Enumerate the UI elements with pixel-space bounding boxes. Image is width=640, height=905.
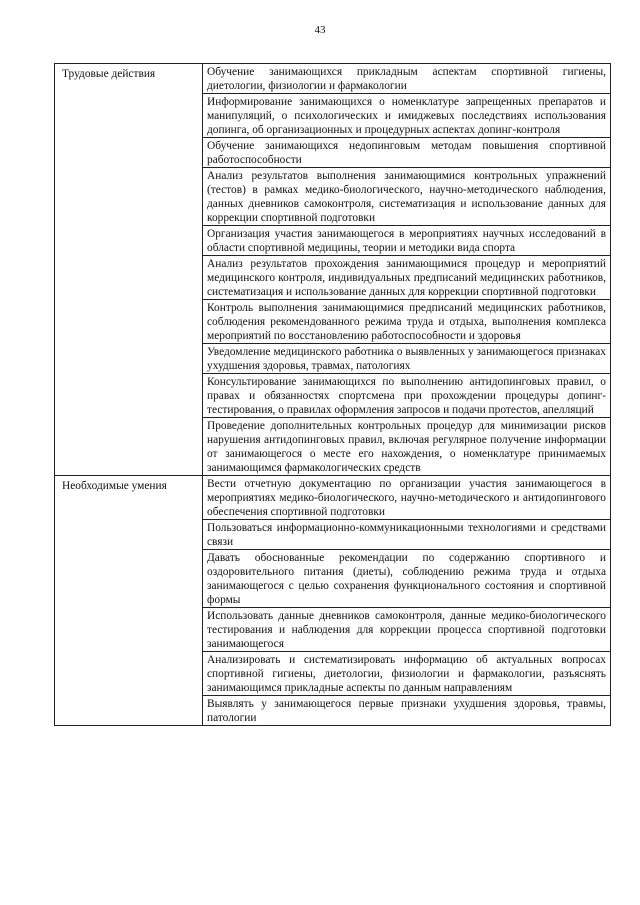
table-cell-item: Пользоваться информационно-коммуникационными технологиями и средствами связи bbox=[203, 520, 611, 550]
table-cell-item: Анализировать и систематизировать информацию об актуальных вопросах спортивной гигиены, диетологии, физиологии и фармакологии, разъяснять занимающимся прикладные аспекты по данным направлениям bbox=[203, 652, 611, 696]
table-cell-item: Выявлять у занимающегося первые признаки ухудшения здоровья, травмы, патологии bbox=[203, 696, 611, 726]
table-row bbox=[55, 64, 611, 94]
table-cell-item: Анализ результатов прохождения занимающимися процедур и мероприятий медицинского контроля, индивидуальных предписаний медицинских работников, систематизация и использование данных для коррекции спортивной подготовки bbox=[203, 256, 611, 300]
table-row bbox=[55, 476, 611, 520]
table-cell-item: Обучение занимающихся прикладным аспектам спортивной гигиены, диетологии, физиологии и фармакологии bbox=[203, 64, 611, 94]
table-cell-item: Информирование занимающихся о номенклатуре запрещенных препаратов и манипуляций, о психологических и имиджевых последствиях использования допинга, об организационных и процедурных аспектах допинг-контроля bbox=[203, 94, 611, 138]
page-number: 43 bbox=[314, 24, 326, 36]
table-cell-item: Давать обоснованные рекомендации по содержанию спортивного и оздоровительного питания (диеты), соблюдению режима труда и отдыха занимающегося с целью сохранения функционального состояния и спортивной формы bbox=[203, 550, 611, 608]
requirements-table bbox=[54, 63, 611, 726]
table-cell-item: Обучение занимающихся недопинговым методам повышения спортивной работоспособности bbox=[203, 138, 611, 168]
table-cell-item: Контроль выполнения занимающимися предписаний медицинских работников, соблюдения рекомендованного режима труда и отдыха, выполнения комплекса мероприятий по восстановлению работоспособности и здоровья bbox=[203, 300, 611, 344]
table-cell-item: Вести отчетную документацию по организации участия занимающегося в мероприятиях медико-биологического, научно-методического и антидопингового обеспечения спортивной подготовки bbox=[203, 476, 611, 520]
table-cell-item: Организация участия занимающегося в мероприятиях научных исследований в области спортивной медицины, теории и методики вида спорта bbox=[203, 226, 611, 256]
table-cell-item: Консультирование занимающихся по выполнению антидопинговых правил, о правах и обязанностях спортсмена при прохождении процедуры допинг-тестирования, о правилах оформления запросов и подачи протестов, апелляций bbox=[203, 374, 611, 418]
table-cell-item: Анализ результатов выполнения занимающимися контрольных упражнений (тестов) в рамках медико-биологического, научно-методического наблюдения, данных дневников самоконтроля, систематизация и использование данных для коррекции спортивной подготовки bbox=[203, 168, 611, 226]
section-label-labor-actions: Трудовые действия bbox=[55, 64, 203, 476]
table-cell-item: Уведомление медицинского работника о выявленных у занимающегося признаках ухудшения здоровья, травмах, патологиях bbox=[203, 344, 611, 374]
section-label-required-skills: Необходимые умения bbox=[55, 476, 203, 726]
table-cell-item: Проведение дополнительных контрольных процедур для минимизации рисков нарушения антидопинговых правил, включая регулярное получение информации от занимающегося о месте его нахождения, о номенклатуре принимаемых занимающимся фармакологических средств bbox=[203, 418, 611, 476]
table-cell-item: Использовать данные дневников самоконтроля, данные медико-биологического тестирования и наблюдения для коррекции процесса спортивной подготовки занимающегося bbox=[203, 608, 611, 652]
